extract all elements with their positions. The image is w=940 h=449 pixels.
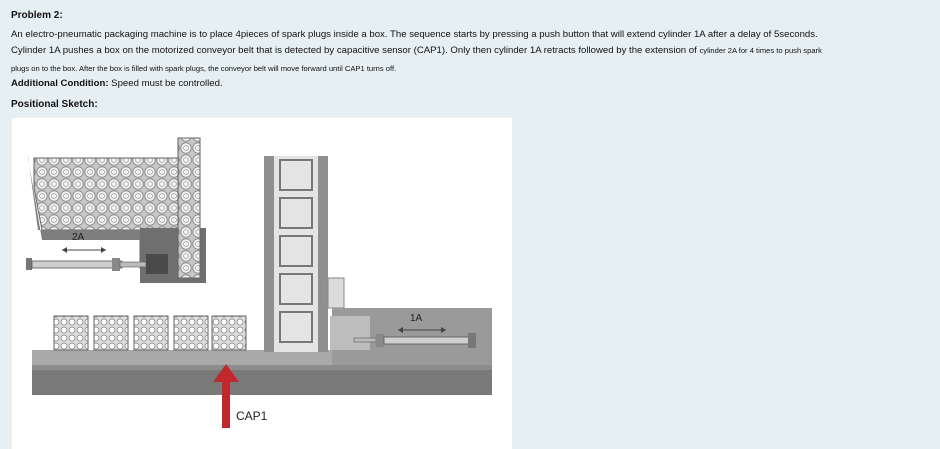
problem-line-1: An electro-pneumatic packaging machine is to place 4pieces of spark plugs inside a box. The sequence starts by pressing a push button that will extend cylinder 1A after a delay of 5seconds. <box>11 29 818 40</box>
cap1-label: CAP1 <box>236 409 268 423</box>
problem-title: Problem 2: <box>11 10 63 21</box>
additional-condition-label: Additional Condition: <box>11 78 109 89</box>
cylinder-1a <box>330 308 492 365</box>
spark-plug-boxes <box>54 316 246 350</box>
sketch-svg <box>12 118 512 449</box>
positional-sketch-image <box>12 118 512 449</box>
problem-line-2-main: Cylinder 1A pushes a box on the motorized conveyor belt that is detected by capacitive sensor (CAP1). Only then cylinder 1A retracts followed by the extension of <box>11 45 697 56</box>
additional-condition-text: Speed must be controlled. <box>108 78 223 89</box>
cylinder-1a-label: 1A <box>410 313 423 324</box>
additional-condition <box>11 78 223 89</box>
positional-sketch-title: Positional Sketch: <box>11 99 98 110</box>
cap1-arrow-shaft <box>222 380 230 428</box>
cylinder-2a-label: 2A <box>72 232 85 243</box>
problem-line-2-small: cylinder 2A for 4 times to push spark <box>699 46 822 55</box>
problem-line-2 <box>11 44 822 58</box>
problem-line-3: plugs on to the box. After the box is filled with spark plugs, the conveyor belt will move forward until CAP1 turns off. <box>11 64 397 73</box>
